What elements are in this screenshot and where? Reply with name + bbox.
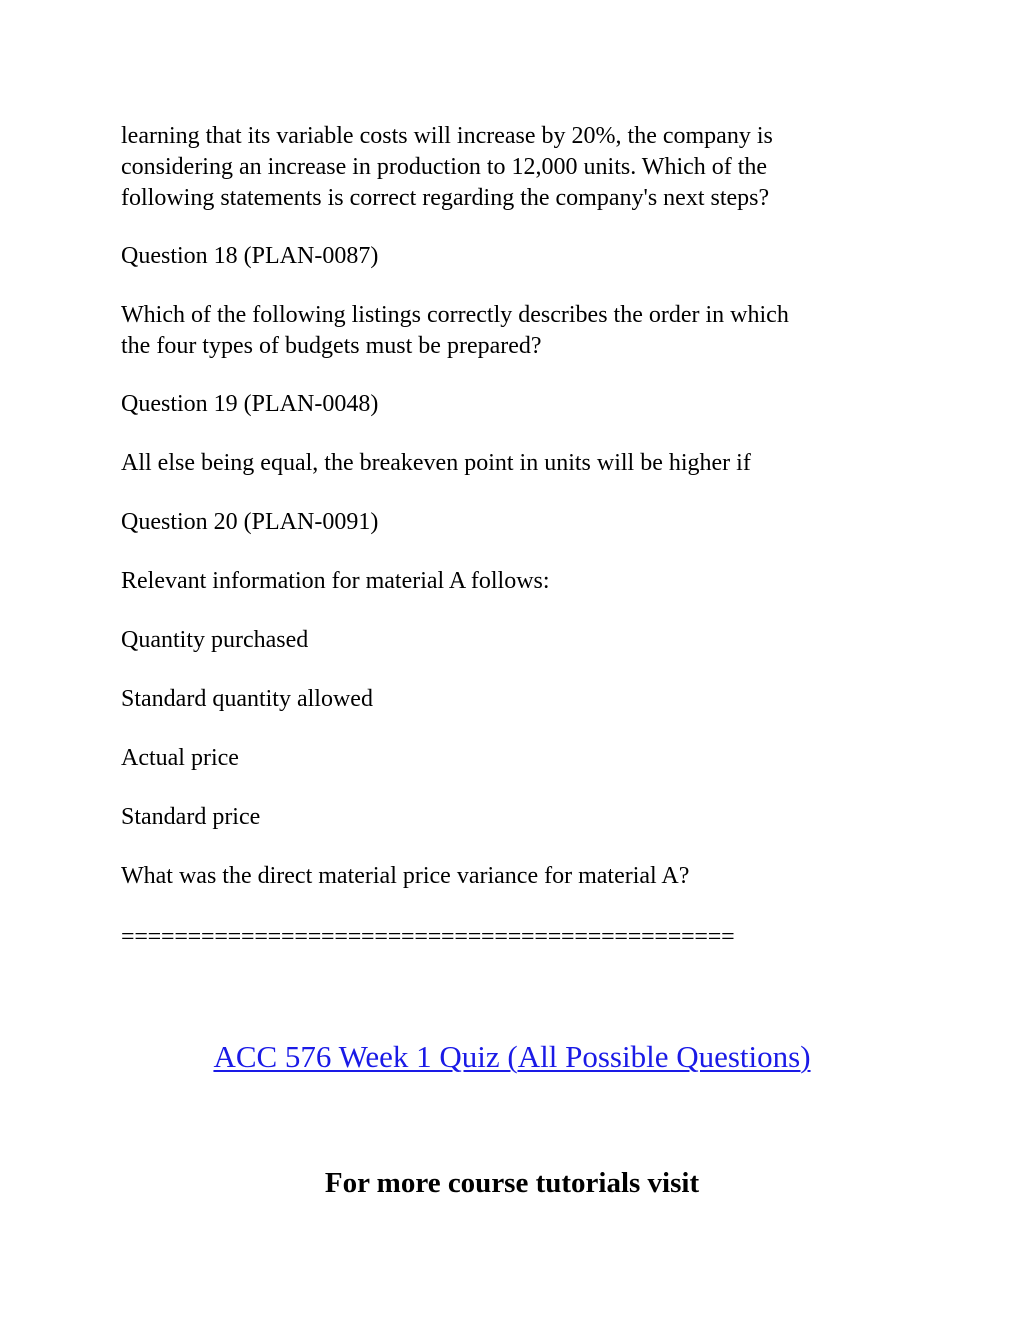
intro-line-1: learning that its variable costs will increase by 20%, the company is xyxy=(121,123,773,149)
question-19-text: All else being equal, the breakeven point in units will be higher if xyxy=(121,450,751,476)
course-link-container xyxy=(0,1037,1024,1077)
question-20-item: Actual price xyxy=(121,745,239,771)
question-18-line-1: Which of the following listings correctly describes the order in which xyxy=(121,302,789,328)
question-18-line-2: the four types of budgets must be prepared? xyxy=(121,333,542,359)
footer-heading: For more course tutorials visit xyxy=(324,1167,700,1199)
course-link[interactable]: ACC 576 Week 1 Quiz (All Possible Questions) xyxy=(213,1039,811,1074)
intro-line-3: following statements is correct regarding the company's next steps? xyxy=(121,185,770,211)
question-19-heading: Question 19 (PLAN-0048) xyxy=(121,391,379,417)
separator-line: ============================================== xyxy=(121,924,735,950)
question-20-item: Standard quantity allowed xyxy=(121,686,373,712)
intro-line-2: considering an increase in production to 12,000 units. Which of the xyxy=(121,154,768,180)
question-20-intro: Relevant information for material A follows: xyxy=(121,568,550,594)
question-20-question: What was the direct material price variance for material A? xyxy=(121,863,690,889)
question-18-heading: Question 18 (PLAN-0087) xyxy=(121,243,379,269)
question-18-text xyxy=(121,300,901,362)
question-20-item: Standard price xyxy=(121,804,261,830)
question-20-heading: Question 20 (PLAN-0091) xyxy=(121,509,379,535)
question-20-item: Quantity purchased xyxy=(121,627,309,653)
intro-paragraph xyxy=(121,121,901,214)
